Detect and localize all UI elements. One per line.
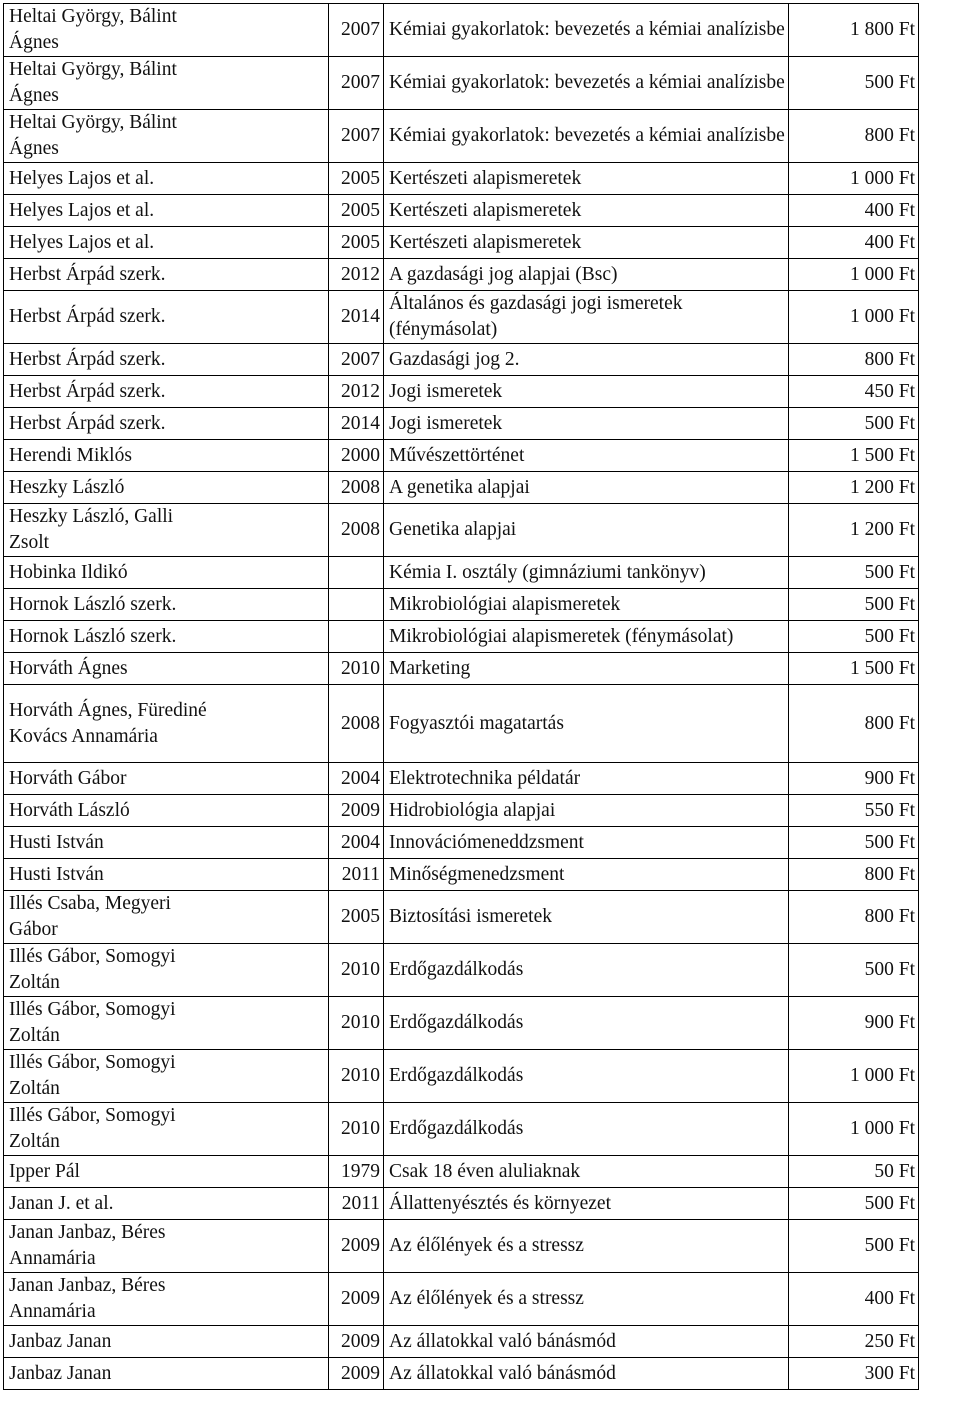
author-text: Heszky László	[9, 476, 125, 498]
title-cell: Az állatokkal való bánásmód	[384, 1358, 789, 1390]
table-row	[4, 110, 919, 163]
author-cell	[4, 376, 329, 408]
table-row	[4, 440, 919, 472]
year-cell: 2008	[329, 472, 384, 504]
table-row	[4, 827, 919, 859]
title-cell: Minőségmenedzsment	[384, 859, 789, 891]
table-row	[4, 763, 919, 795]
author-cell	[4, 504, 329, 557]
author-text: Illés Gábor, Somogyi Zoltán	[9, 1105, 176, 1152]
author-text: Herbst Árpád szerk.	[9, 263, 166, 285]
table-row	[4, 1358, 919, 1390]
table-body	[4, 4, 919, 1390]
author-cell	[4, 621, 329, 653]
price-cell: 500 Ft	[789, 1220, 919, 1273]
table-row	[4, 1103, 919, 1156]
price-cell: 1 500 Ft	[789, 440, 919, 472]
price-cell: 400 Ft	[789, 227, 919, 259]
table-row	[4, 259, 919, 291]
author-text: Helyes Lajos et al.	[9, 199, 155, 221]
title-cell: Általános és gazdasági jogi ismeretek (fénymásolat)	[384, 291, 789, 344]
author-cell	[4, 557, 329, 589]
year-cell	[329, 621, 384, 653]
year-cell: 2009	[329, 1326, 384, 1358]
price-cell: 800 Ft	[789, 110, 919, 163]
title-cell: Erdőgazdálkodás	[384, 997, 789, 1050]
author-cell	[4, 195, 329, 227]
year-cell: 2009	[329, 1273, 384, 1326]
price-cell: 300 Ft	[789, 1358, 919, 1390]
author-cell	[4, 57, 329, 110]
year-cell	[329, 557, 384, 589]
author-cell	[4, 344, 329, 376]
title-cell: A gazdasági jog alapjai (Bsc)	[384, 259, 789, 291]
price-cell: 1 200 Ft	[789, 472, 919, 504]
table-row	[4, 1273, 919, 1326]
author-cell	[4, 859, 329, 891]
author-cell	[4, 1326, 329, 1358]
title-cell: Kertészeti alapismeretek	[384, 227, 789, 259]
author-cell	[4, 795, 329, 827]
price-cell: 500 Ft	[789, 589, 919, 621]
author-text: Heltai György, Bálint Ágnes	[9, 6, 177, 53]
author-text: Herbst Árpád szerk.	[9, 412, 166, 434]
author-cell	[4, 291, 329, 344]
table-row	[4, 891, 919, 944]
author-text: Illés Gábor, Somogyi Zoltán	[9, 1052, 176, 1099]
author-text: Husti István	[9, 863, 104, 885]
year-cell: 2008	[329, 504, 384, 557]
author-text: Herbst Árpád szerk.	[9, 348, 166, 370]
year-cell: 2010	[329, 1050, 384, 1103]
year-cell: 2004	[329, 827, 384, 859]
author-cell	[4, 472, 329, 504]
year-cell: 2005	[329, 891, 384, 944]
title-cell: Az élőlények és a stressz	[384, 1220, 789, 1273]
author-cell	[4, 653, 329, 685]
table-row	[4, 227, 919, 259]
table-row	[4, 557, 919, 589]
year-cell: 2011	[329, 859, 384, 891]
year-cell: 2005	[329, 163, 384, 195]
author-cell	[4, 1188, 329, 1220]
author-text: Helyes Lajos et al.	[9, 167, 155, 189]
price-cell: 400 Ft	[789, 195, 919, 227]
author-text: Heltai György, Bálint Ágnes	[9, 112, 177, 159]
title-cell: Kémia I. osztály (gimnáziumi tankönyv)	[384, 557, 789, 589]
author-text: Hornok László szerk.	[9, 625, 177, 647]
table-row	[4, 1326, 919, 1358]
price-cell: 500 Ft	[789, 944, 919, 997]
year-cell: 2007	[329, 4, 384, 57]
author-cell	[4, 827, 329, 859]
year-cell: 2014	[329, 291, 384, 344]
author-text: Hornok László szerk.	[9, 593, 177, 615]
price-cell: 1 000 Ft	[789, 291, 919, 344]
price-cell: 1 800 Ft	[789, 4, 919, 57]
price-cell: 1 000 Ft	[789, 259, 919, 291]
table-row	[4, 859, 919, 891]
table-row	[4, 1156, 919, 1188]
year-cell: 2012	[329, 376, 384, 408]
year-cell: 2007	[329, 110, 384, 163]
year-cell: 2005	[329, 195, 384, 227]
table-row	[4, 376, 919, 408]
table-row	[4, 4, 919, 57]
title-cell: Erdőgazdálkodás	[384, 1050, 789, 1103]
price-cell: 400 Ft	[789, 1273, 919, 1326]
author-cell	[4, 997, 329, 1050]
author-text: Janan Janbaz, Béres Annamária	[9, 1222, 166, 1269]
table-row	[4, 944, 919, 997]
year-cell: 2010	[329, 653, 384, 685]
title-cell: Kertészeti alapismeretek	[384, 163, 789, 195]
author-cell	[4, 163, 329, 195]
table-row	[4, 57, 919, 110]
price-cell: 500 Ft	[789, 557, 919, 589]
table-row	[4, 997, 919, 1050]
title-cell: Állattenyésztés és környezet	[384, 1188, 789, 1220]
table-row	[4, 1050, 919, 1103]
title-cell: A genetika alapjai	[384, 472, 789, 504]
author-text: Hobinka Ildikó	[9, 561, 128, 583]
table-row	[4, 1188, 919, 1220]
author-cell	[4, 1103, 329, 1156]
title-cell: Csak 18 éven aluliaknak	[384, 1156, 789, 1188]
price-cell: 500 Ft	[789, 1188, 919, 1220]
price-cell: 250 Ft	[789, 1326, 919, 1358]
author-cell	[4, 227, 329, 259]
price-cell: 800 Ft	[789, 859, 919, 891]
author-text: Horváth László	[9, 799, 130, 821]
author-cell	[4, 259, 329, 291]
author-cell	[4, 1273, 329, 1326]
title-cell: Kémiai gyakorlatok: bevezetés a kémiai analízisbe	[384, 57, 789, 110]
title-cell: Marketing	[384, 653, 789, 685]
year-cell: 2010	[329, 997, 384, 1050]
table-row	[4, 163, 919, 195]
price-cell: 800 Ft	[789, 685, 919, 763]
document-page	[3, 3, 957, 1390]
title-cell: Gazdasági jog 2.	[384, 344, 789, 376]
author-text: Illés Csaba, Megyeri Gábor	[9, 893, 171, 940]
year-cell: 2009	[329, 1358, 384, 1390]
price-cell: 800 Ft	[789, 891, 919, 944]
table-row	[4, 621, 919, 653]
book-price-table	[3, 3, 919, 1390]
price-cell: 1 000 Ft	[789, 1050, 919, 1103]
title-cell: Jogi ismeretek	[384, 408, 789, 440]
title-cell: Művészettörténet	[384, 440, 789, 472]
table-row	[4, 195, 919, 227]
title-cell: Kertészeti alapismeretek	[384, 195, 789, 227]
author-text: Janbaz Janan	[9, 1330, 112, 1352]
table-row	[4, 589, 919, 621]
title-cell: Kémiai gyakorlatok: bevezetés a kémiai analízisbe	[384, 4, 789, 57]
year-cell: 2012	[329, 259, 384, 291]
price-cell: 1 000 Ft	[789, 163, 919, 195]
price-cell: 500 Ft	[789, 57, 919, 110]
author-text: Herbst Árpád szerk.	[9, 306, 166, 327]
author-text: Horváth Ágnes	[9, 657, 128, 679]
year-cell: 2009	[329, 1220, 384, 1273]
author-cell	[4, 763, 329, 795]
author-cell	[4, 944, 329, 997]
title-cell: Jogi ismeretek	[384, 376, 789, 408]
year-cell: 2009	[329, 795, 384, 827]
table-row	[4, 472, 919, 504]
title-cell: Genetika alapjai	[384, 504, 789, 557]
author-text: Heszky László, Galli Zsolt	[9, 506, 174, 553]
year-cell: 2011	[329, 1188, 384, 1220]
author-cell	[4, 1156, 329, 1188]
author-cell	[4, 4, 329, 57]
price-cell: 500 Ft	[789, 827, 919, 859]
table-row	[4, 504, 919, 557]
table-row	[4, 653, 919, 685]
year-cell: 2010	[329, 944, 384, 997]
title-cell: Elektrotechnika példatár	[384, 763, 789, 795]
author-text: Illés Gábor, Somogyi Zoltán	[9, 999, 176, 1046]
title-cell: Az élőlények és a stressz	[384, 1273, 789, 1326]
table-row	[4, 408, 919, 440]
year-cell: 2004	[329, 763, 384, 795]
title-cell: Erdőgazdálkodás	[384, 944, 789, 997]
author-cell	[4, 589, 329, 621]
price-cell: 550 Ft	[789, 795, 919, 827]
price-cell: 800 Ft	[789, 344, 919, 376]
year-cell: 2014	[329, 408, 384, 440]
year-cell: 1979	[329, 1156, 384, 1188]
table-row	[4, 1220, 919, 1273]
title-cell: Biztosítási ismeretek	[384, 891, 789, 944]
author-cell	[4, 110, 329, 163]
year-cell: 2008	[329, 685, 384, 763]
author-cell	[4, 1220, 329, 1273]
table-row	[4, 795, 919, 827]
year-cell: 2000	[329, 440, 384, 472]
author-text: Janbaz Janan	[9, 1362, 112, 1384]
author-text: Horváth Ágnes, Fürediné Kovács Annamária	[9, 699, 207, 747]
author-text: Helyes Lajos et al.	[9, 231, 155, 253]
author-text: Horváth Gábor	[9, 767, 127, 789]
price-cell: 900 Ft	[789, 763, 919, 795]
title-cell: Erdőgazdálkodás	[384, 1103, 789, 1156]
author-text: Ipper Pál	[9, 1160, 80, 1182]
author-text: Illés Gábor, Somogyi Zoltán	[9, 946, 176, 993]
author-text: Herbst Árpád szerk.	[9, 380, 166, 402]
title-cell: Mikrobiológiai alapismeretek	[384, 589, 789, 621]
price-cell: 900 Ft	[789, 997, 919, 1050]
author-cell	[4, 1050, 329, 1103]
author-text: Herendi Miklós	[9, 444, 132, 466]
year-cell	[329, 589, 384, 621]
price-cell: 1 200 Ft	[789, 504, 919, 557]
table-row	[4, 291, 919, 344]
author-text: Janan Janbaz, Béres Annamária	[9, 1275, 166, 1322]
title-cell: Fogyasztói magatartás	[384, 685, 789, 763]
title-cell: Az állatokkal való bánásmód	[384, 1326, 789, 1358]
price-cell: 1 000 Ft	[789, 1103, 919, 1156]
table-row	[4, 685, 919, 763]
price-cell: 500 Ft	[789, 621, 919, 653]
title-cell: Innovációmeneddzsment	[384, 827, 789, 859]
author-text: Husti István	[9, 831, 104, 853]
author-text: Heltai György, Bálint Ágnes	[9, 59, 177, 106]
year-cell: 2007	[329, 344, 384, 376]
title-cell: Hidrobiológia alapjai	[384, 795, 789, 827]
author-text: Janan J. et al.	[9, 1192, 114, 1214]
title-cell: Mikrobiológiai alapismeretek (fénymásolat)	[384, 621, 789, 653]
author-cell	[4, 891, 329, 944]
author-cell	[4, 1358, 329, 1390]
year-cell: 2005	[329, 227, 384, 259]
author-cell	[4, 440, 329, 472]
title-cell: Kémiai gyakorlatok: bevezetés a kémiai analízisbe	[384, 110, 789, 163]
price-cell: 500 Ft	[789, 408, 919, 440]
author-cell	[4, 685, 329, 763]
year-cell: 2010	[329, 1103, 384, 1156]
table-row	[4, 344, 919, 376]
price-cell: 1 500 Ft	[789, 653, 919, 685]
year-cell: 2007	[329, 57, 384, 110]
price-cell: 50 Ft	[789, 1156, 919, 1188]
author-cell	[4, 408, 329, 440]
price-cell: 450 Ft	[789, 376, 919, 408]
